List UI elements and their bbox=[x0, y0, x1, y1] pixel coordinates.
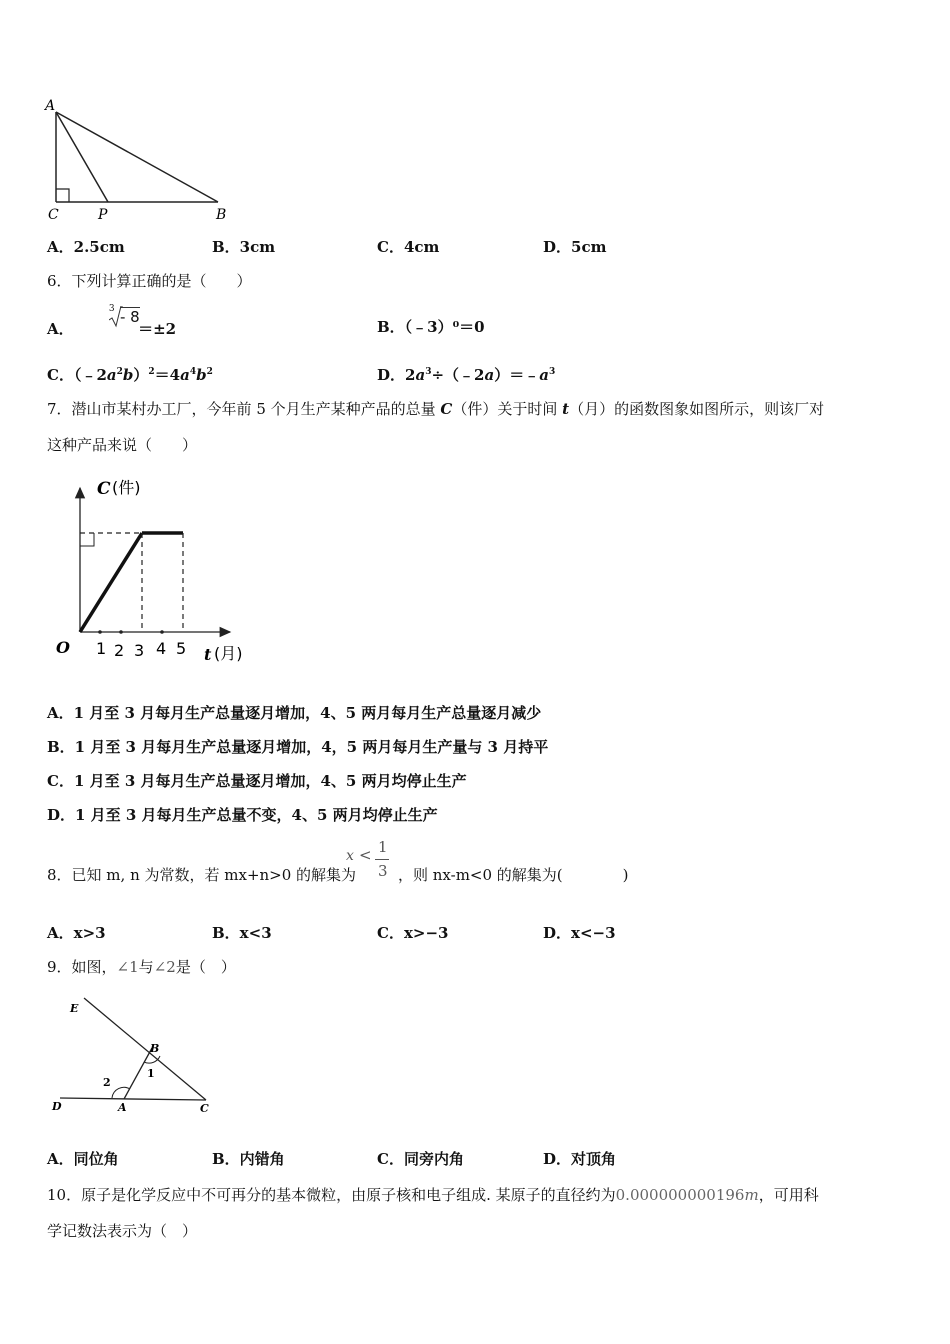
q9-option-a[interactable]: A．同位角 bbox=[47, 1150, 119, 1168]
point-label-A: A bbox=[118, 1101, 127, 1114]
angle-label-2: 2 bbox=[103, 1076, 111, 1089]
q6-d-exp-2: 3 bbox=[548, 367, 556, 377]
tick-dot-1 bbox=[98, 630, 102, 634]
q6-d-exp-1: 3 bbox=[425, 367, 432, 377]
point-label-E: E bbox=[70, 1002, 79, 1015]
root-index: 3 bbox=[108, 304, 115, 314]
q6-c-text-2: ） bbox=[133, 366, 149, 384]
q6-c-exp-1: 2 bbox=[116, 367, 123, 377]
q6-d-var-a2: a bbox=[484, 366, 495, 384]
q10-stem-line1 bbox=[47, 1184, 819, 1205]
y-axis-var: C bbox=[97, 479, 111, 499]
q10-stem-line2: 学记数法表示为（ ） bbox=[47, 1222, 198, 1240]
q6-c-var-a2: a bbox=[180, 366, 190, 384]
q7-var-t: t bbox=[562, 400, 570, 418]
q8-frac-den: 3 bbox=[378, 862, 388, 880]
point-label-B: B bbox=[216, 207, 227, 223]
tick-dot-4 bbox=[160, 630, 164, 634]
right-angle-mark bbox=[56, 189, 69, 202]
x-axis-unit: (月) bbox=[214, 644, 243, 663]
q5-option-c[interactable]: C．4cm bbox=[377, 238, 440, 256]
q8-stem bbox=[47, 864, 356, 885]
q6-c-text-3: ＝4 bbox=[154, 366, 181, 384]
q6-c-exp-4: 2 bbox=[206, 367, 213, 377]
q5-options bbox=[47, 236, 907, 258]
segment-AB bbox=[56, 112, 218, 202]
q8-option-d[interactable]: D．x<−3 bbox=[543, 924, 616, 942]
q7-option-c[interactable]: C．1 月至 3 月每月生产总量逐月增加，4、5 两月均停止生产 bbox=[47, 772, 467, 790]
q8-option-c[interactable]: C．x>−3 bbox=[377, 924, 449, 942]
q6-option-b[interactable]: B．（﹣3）⁰＝0 bbox=[377, 318, 485, 336]
q6-c-var-b: b bbox=[122, 366, 134, 384]
q9-stem-part2: 与 bbox=[138, 958, 154, 976]
q8-frac-var: x bbox=[346, 848, 354, 864]
q7-option-a[interactable]: A．1 月至 3 月每月生产总量逐月增加，4、5 两月每月生产总量逐月减少 bbox=[47, 704, 542, 722]
q6-d-text-3: ）＝﹣ bbox=[494, 366, 540, 384]
q9-option-c[interactable]: C．同旁内角 bbox=[377, 1150, 464, 1168]
angle-2-symbol: ∠2 bbox=[153, 958, 176, 976]
q5-option-d[interactable]: D．5cm bbox=[543, 238, 607, 256]
q6-c-var-a: a bbox=[106, 366, 117, 384]
origin-label: O bbox=[56, 638, 70, 657]
q6-d-text-2: ÷（﹣2 bbox=[431, 366, 485, 384]
q7-stem-part2: （件）关于时间 bbox=[452, 400, 563, 418]
q7-var-c: C bbox=[440, 400, 453, 418]
radicand: - 8 bbox=[120, 308, 140, 326]
tick-dot-2 bbox=[119, 630, 123, 634]
line-DC bbox=[60, 1098, 206, 1100]
q6-option-d[interactable] bbox=[377, 364, 555, 385]
q7-stem-part1: 7．潜山市某村办工厂，今年前 5 个月生产某种产品的总量 bbox=[47, 400, 441, 418]
tick-label-3: 3 bbox=[134, 641, 145, 660]
q8-frac-bar bbox=[375, 859, 389, 860]
q9-options bbox=[47, 1148, 907, 1170]
q7-option-b[interactable]: B．1 月至 3 月每月生产总量逐月增加，4，5 两月每月生产量与 3 月持平 bbox=[47, 738, 549, 756]
triangle-figure-q5 bbox=[40, 92, 240, 227]
graph-rising-segment bbox=[80, 533, 142, 632]
q6-a-result: ＝±2 bbox=[138, 320, 177, 338]
q6-option-a[interactable] bbox=[47, 304, 177, 339]
q5-option-a[interactable]: A．2.5cm bbox=[47, 238, 125, 256]
tick-label-1: 1 bbox=[96, 639, 107, 658]
q6-stem: 6．下列计算正确的是（ ） bbox=[47, 272, 252, 290]
q9-stem-part3: 是（ ） bbox=[175, 958, 236, 976]
q8-option-b[interactable]: B．x<3 bbox=[212, 924, 272, 942]
q6-d-text-1: D．2 bbox=[377, 366, 416, 384]
point-label-P: P bbox=[98, 207, 108, 223]
q7-option-d[interactable]: D．1 月至 3 月每月生产总量不变，4、5 两月均停止生产 bbox=[47, 806, 438, 824]
point-label-A: A bbox=[45, 98, 56, 114]
q7-stem-line2: 这种产品来说（ ） bbox=[47, 436, 198, 454]
q7-stem-line1 bbox=[47, 398, 824, 419]
q9-stem bbox=[47, 956, 236, 977]
tick-label-5: 5 bbox=[176, 639, 187, 658]
cube-root-expression bbox=[79, 304, 121, 336]
point-label-C: C bbox=[48, 207, 59, 223]
q10-unit: m bbox=[744, 1186, 759, 1204]
q8-options bbox=[47, 922, 907, 944]
q6-c-var-b2: b bbox=[196, 366, 207, 384]
tick-label-4: 4 bbox=[156, 639, 167, 658]
angle-label-1: 1 bbox=[147, 1067, 155, 1080]
angle-figure-q9 bbox=[46, 992, 226, 1122]
q9-option-b[interactable]: B．内错角 bbox=[212, 1150, 285, 1168]
q8-option-a[interactable]: A．x>3 bbox=[47, 924, 106, 942]
q6-option-c[interactable] bbox=[47, 364, 213, 385]
q7-stem-part3: （月）的函数图象如图所示，则该厂对 bbox=[569, 400, 825, 418]
q9-stem-part1: 9．如图， bbox=[47, 958, 117, 976]
y-axis-unit: (件) bbox=[112, 478, 141, 497]
q9-option-d[interactable]: D．对顶角 bbox=[543, 1150, 617, 1168]
point-label-C: C bbox=[200, 1102, 209, 1115]
x-axis-var: t bbox=[204, 645, 212, 664]
q8-fraction-inequality bbox=[346, 840, 392, 886]
q6-c-text-1: C．（﹣2 bbox=[47, 366, 107, 384]
q5-option-b[interactable]: B．3cm bbox=[212, 238, 276, 256]
corner-mark bbox=[80, 533, 94, 546]
q8-stem-tail: ，则 nx-m<0 的解集为( ) bbox=[398, 866, 629, 884]
q6-c-exp-2: 2 bbox=[148, 367, 155, 377]
tick-label-2: 2 bbox=[114, 641, 125, 660]
angle-1-symbol: ∠1 bbox=[116, 958, 139, 976]
q8-frac-lt: < bbox=[359, 846, 372, 864]
point-label-D: D bbox=[52, 1100, 62, 1113]
q6-a-label: A． bbox=[47, 320, 74, 338]
q6-d-var-a3: a bbox=[539, 366, 549, 384]
production-graph-q7 bbox=[50, 472, 260, 672]
q6-d-var-a: a bbox=[415, 366, 426, 384]
q8-frac-num: 1 bbox=[378, 838, 388, 856]
q8-stem-part1: 8．已知 m, n 为常数，若 mx+n>0 的解集为 bbox=[47, 866, 357, 884]
q10-diameter-value: 0.000000000196 bbox=[615, 1186, 745, 1204]
q10-stem-part2: ，可用科 bbox=[758, 1186, 819, 1204]
q6-c-exp-3: 4 bbox=[189, 367, 197, 377]
q10-stem-part1: 10．原子是化学反应中不可再分的基本微粒，由原子核和电子组成. 某原子的直径约为 bbox=[47, 1186, 616, 1204]
point-label-B: B bbox=[150, 1042, 160, 1055]
